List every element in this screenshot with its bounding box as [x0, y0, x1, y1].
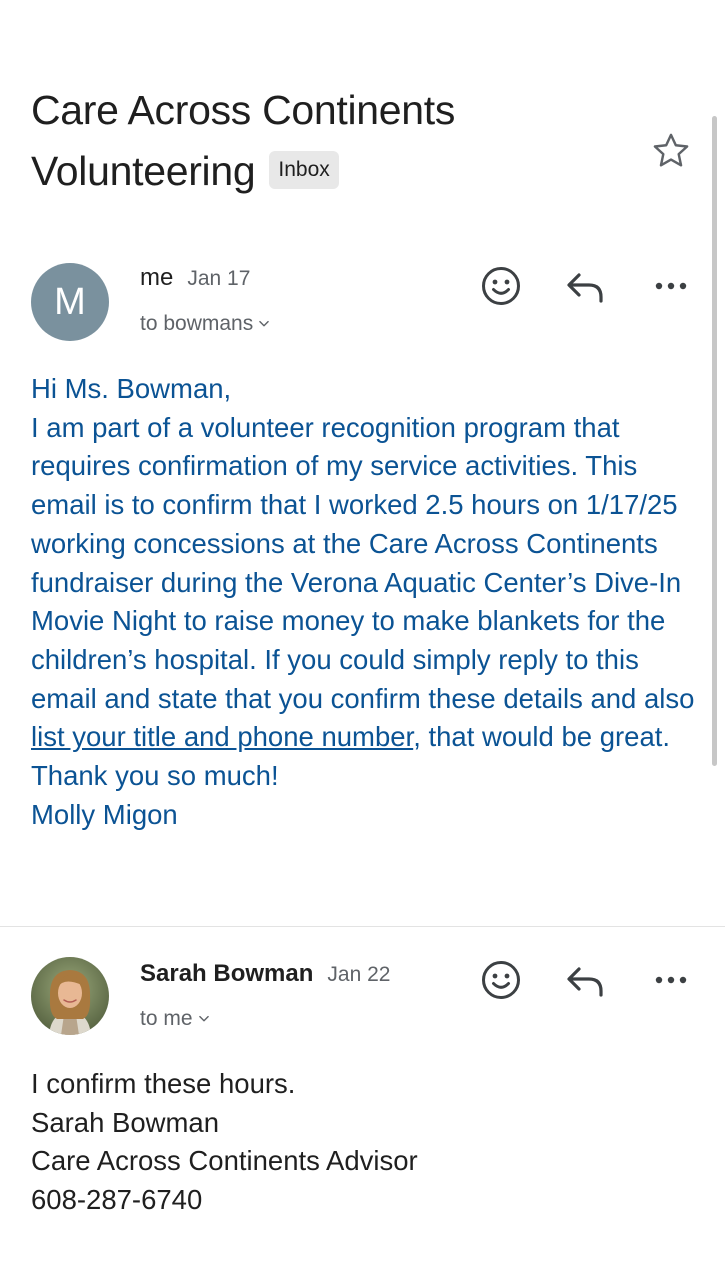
message-divider	[0, 926, 725, 927]
avatar[interactable]: M	[31, 263, 109, 341]
message-date: Jan 22	[327, 963, 391, 986]
signature-title: Care Across Continents Advisor	[31, 1145, 418, 1177]
star-icon[interactable]	[650, 130, 692, 172]
avatar[interactable]	[31, 957, 109, 1035]
body-text-end: , that would be great. Thank you so much!	[31, 721, 671, 792]
chevron-down-icon	[257, 317, 271, 331]
underlined-request-link[interactable]: list your title and phone number	[31, 721, 414, 753]
subject-text: Care Across Continents Volunteering	[31, 87, 456, 194]
recipient-text: to me	[140, 1007, 193, 1030]
body-line: I confirm these hours.	[31, 1068, 296, 1099]
message-body	[31, 370, 696, 834]
signature-line: Molly Migon	[31, 798, 178, 830]
reply-icon[interactable]	[564, 266, 608, 310]
more-horizontal-icon[interactable]	[649, 264, 693, 308]
scrollbar[interactable]	[712, 116, 717, 766]
signature-phone[interactable]: 608-287-6740	[31, 1184, 203, 1216]
chevron-down-icon	[197, 1012, 211, 1026]
sender-name[interactable]: Sarah Bowman	[140, 960, 314, 987]
recipient-toggle[interactable]	[140, 1007, 211, 1031]
signature-name: Sarah Bowman	[31, 1106, 220, 1138]
recipient-toggle[interactable]	[140, 312, 271, 336]
sender-name[interactable]: me	[140, 264, 174, 291]
message-header	[140, 960, 390, 988]
message-header	[140, 264, 250, 292]
message-body	[31, 1065, 696, 1220]
recipient-text: to bowmans	[140, 312, 254, 335]
add-reaction-icon[interactable]	[479, 958, 523, 1002]
message-date: Jan 17	[187, 267, 251, 290]
more-horizontal-icon[interactable]	[649, 958, 693, 1002]
thread-subject	[31, 80, 621, 202]
inbox-label-badge[interactable]: Inbox	[269, 151, 338, 189]
body-paragraph	[31, 412, 694, 791]
reply-icon[interactable]	[564, 960, 608, 1004]
body-text: I am part of a volunteer recognition program that requires confirmation of my service activities. This email is to confirm that I worked 2.5 hours on 1/17/25 working concessions at the Care Across Continents fundraiser during the Verona Aquatic Center’s Dive-In Movie Night to raise money to make blankets for the children’s hospital. If you could simply reply to this email and state that you confirm these details and also	[31, 411, 695, 714]
add-reaction-icon[interactable]	[479, 264, 523, 308]
greeting-line: Hi Ms. Bowman,	[31, 373, 232, 404]
